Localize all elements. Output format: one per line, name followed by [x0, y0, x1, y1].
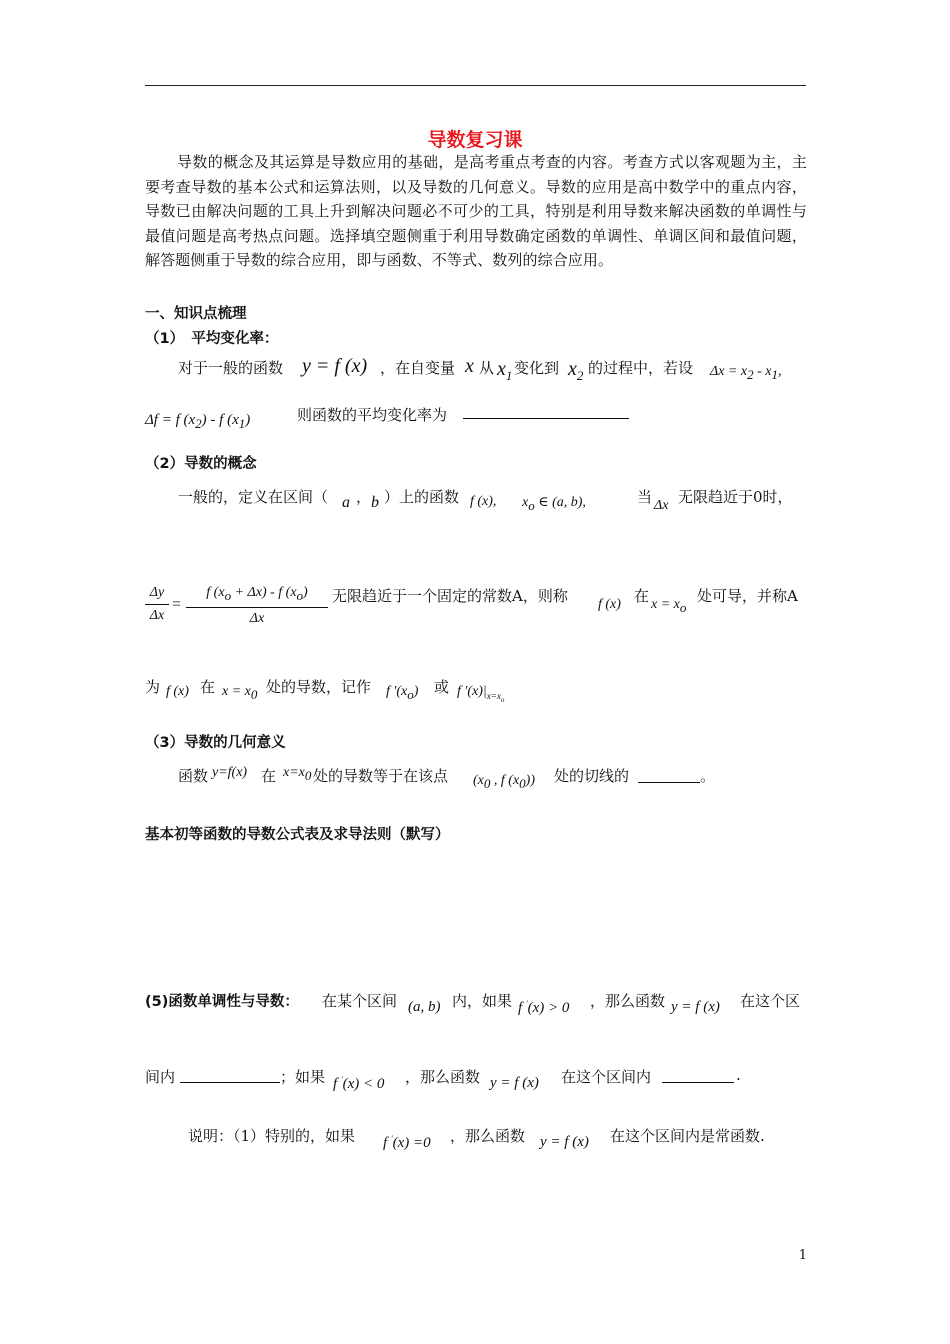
text: 无限趋近于0时，: [678, 488, 793, 506]
heading-formula-table: 基本初等函数的导数公式表及求导法则（默写）: [145, 827, 450, 843]
formula-a: a: [342, 494, 350, 511]
text: ，那么函数: [450, 1127, 526, 1145]
text: 间内: [145, 1068, 176, 1086]
formula-x1: $x_1$: [497, 358, 513, 383]
text: 处的切线的: [554, 767, 630, 785]
formula-x-eq-x0: $x=x_0$: [283, 765, 312, 783]
section-heading-knowledge: 一、知识点梳理: [145, 306, 247, 322]
formula-x2: $x_2$: [568, 358, 584, 383]
text: 说明：（1）特别的，如果: [188, 1127, 356, 1145]
text: 函数: [178, 767, 209, 785]
text: 在: [634, 587, 650, 605]
text: ，: [356, 488, 372, 506]
formula-delta-x: $\Delta x = x_2 - x_1$,: [710, 364, 782, 382]
page-number: 1: [798, 1248, 807, 1263]
text: 在: [200, 678, 216, 696]
text: 在某个区间: [322, 992, 398, 1010]
heading-geometric-meaning: （3）导数的几何意义: [145, 735, 286, 751]
text: 在: [261, 767, 277, 785]
heading-average-rate: （1） 平均变化率：: [145, 331, 279, 347]
formula-interval-ab: (a, b): [408, 999, 441, 1015]
intro-paragraph: 导数的概念及其运算是导数应用的基础，是高考重点考查的内容。考查方式以客观题为主，主要考查导数的基本公式和运算法则，以及导数的几何意义。导数的应用是高中数学中的重点内容，导数已由解决问题的工具上升到解决问题必不可少的工具，特别是利用导数来解决函数的单调性与最值问题是高考热点问题。选择填空题侧重于利用导数确定函数的单调性、单调区间和最值问题，解答题侧重于导数的综合应用，即与函数、不等式、数列的综合应用。: [145, 153, 807, 269]
text: ，那么函数: [590, 992, 666, 1010]
formula-delta-x-small: Δx: [654, 498, 669, 513]
formula-f-prime-gt-0: f '(x) > 0: [518, 999, 570, 1016]
text: 内，如果: [452, 992, 513, 1010]
formula-fx: f (x): [166, 684, 189, 699]
text: 在这个区间内: [561, 1068, 652, 1086]
answer-blank-average-rate[interactable]: [463, 418, 629, 419]
formula-x: x: [465, 355, 474, 377]
text: ，在自变量: [380, 359, 456, 377]
formula-x0-in-ab: $x_o$ ∈ (a, b),: [522, 495, 586, 513]
text: 。: [700, 767, 716, 785]
formula-x-eq-x0: $x = x_o$: [651, 597, 687, 615]
text: 从: [479, 359, 495, 377]
text: 为: [145, 678, 161, 696]
text: 处的导数等于在该点: [313, 767, 449, 785]
heading-monotonicity: (5)函数单调性与导数：: [145, 994, 299, 1010]
formula-delta-f: Δf = f $(x_2)$ - f $(x_1)$: [145, 412, 251, 431]
text: 处可导，并称A: [697, 587, 798, 605]
equals-sign: =: [172, 596, 182, 613]
answer-blank-decreasing[interactable]: [662, 1082, 734, 1083]
text: ，那么函数: [405, 1068, 481, 1086]
text: 处的导数，记作: [266, 678, 372, 696]
text: ）上的函数: [384, 488, 460, 506]
text: ；如果: [280, 1068, 326, 1086]
answer-blank-tangent[interactable]: [638, 782, 700, 783]
answer-blank-increasing[interactable]: [180, 1082, 280, 1083]
text: 变化到: [514, 359, 560, 377]
formula-y-fx: y = f (x): [302, 355, 368, 377]
formula-point-x0-fx0: ($x_0$ , f $(x_0)$): [473, 773, 535, 791]
formula-f-prime-lt-0: f '(x) < 0: [333, 1075, 385, 1092]
text: .: [736, 1066, 741, 1084]
formula-fx: f (x),: [470, 494, 497, 509]
text: 在这个区间内是常函数.: [610, 1127, 765, 1145]
text: 当: [637, 488, 653, 506]
formula-b: b: [371, 494, 379, 511]
text: 对于一般的函数: [178, 359, 284, 377]
text: 或: [434, 678, 450, 696]
formula-x-eq-x0: $x = x_0$: [222, 684, 258, 702]
header-rule: [145, 85, 806, 86]
text: 一般的，定义在区间（: [178, 488, 329, 506]
heading-derivative-concept: （2）导数的概念: [145, 456, 257, 472]
text: 则函数的平均变化率为: [297, 406, 448, 424]
text: 的过程中，若设: [588, 359, 694, 377]
text: 在这个区: [740, 992, 801, 1010]
fraction-dy-dx: Δy Δx: [145, 585, 169, 624]
formula-y-eq-fx: y = f (x): [540, 1134, 589, 1150]
text: 无限趋近于一个固定的常数A，则称: [332, 587, 568, 605]
formula-f-prime-at-x0: f '$(x)|_{x=x_o}$: [457, 684, 505, 704]
formula-y-eq-fx: y = f (x): [671, 999, 720, 1015]
formula-y-eq-fx: y = f (x): [490, 1075, 539, 1091]
formula-y-eq-fx: y=f(x): [212, 765, 248, 780]
formula-f-prime-x0: f '$(x_o)$: [386, 684, 419, 702]
fraction-difference-quotient: f $(x_o + \Delta x) - f$ $(x_o)$ Δx: [186, 585, 328, 627]
formula-f-prime-eq-0: f '(x) =0: [383, 1134, 431, 1151]
formula-fx: f (x): [598, 597, 621, 612]
page-title: 导数复习课: [427, 129, 523, 151]
